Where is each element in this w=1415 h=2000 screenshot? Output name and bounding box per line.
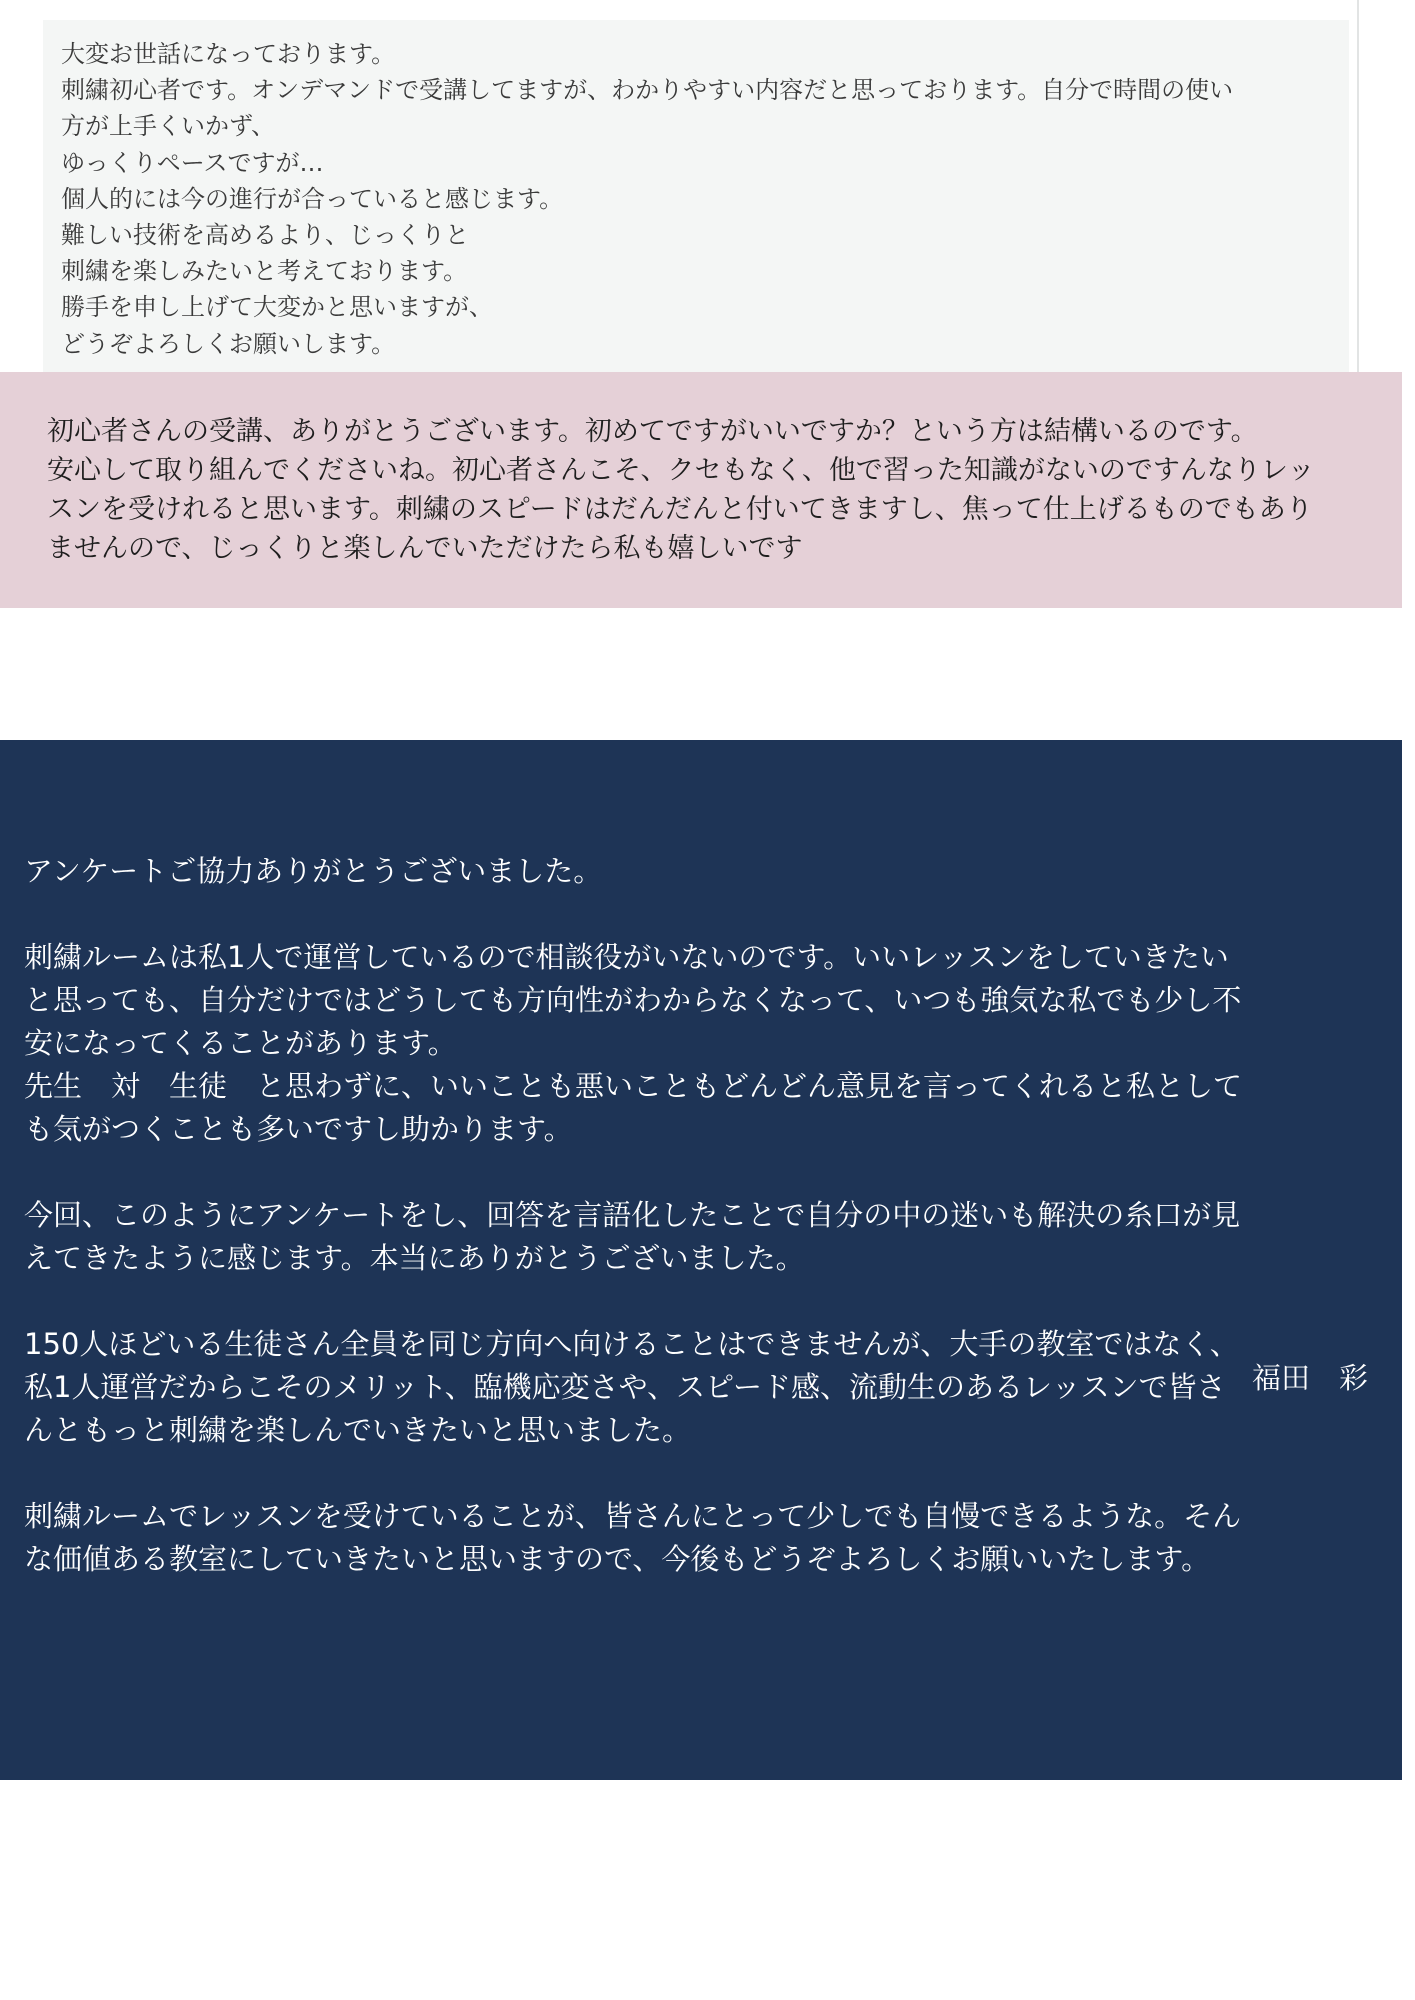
reply-line: スンを受けれると思います。刺繍のスピードはだんだんと付いてきますし、焦って仕上げるものでもあり (47, 494, 1313, 525)
signature: 福田 彩 (1251, 1361, 1368, 1395)
closing-line: 刺繍ルームは私1人で運営しているので相談役がいないのです。いいレッスンをしていきたい (24, 940, 1229, 974)
survey-response-box (43, 20, 1349, 372)
survey-line: 勝手を申し上げて大変かと思いますが、 (61, 293, 493, 322)
closing-line: アンケートご協力ありがとうございました。 (24, 854, 603, 888)
closing-message-box (0, 740, 1402, 1780)
closing-line: な価値ある教室にしていきたいと思いますので、今後もどうぞよろしくお願いいたします。 (24, 1542, 1211, 1576)
reply-line: 安心して取り組んでくださいね。初心者さんこそ、クセもなく、他で習った知識がないのですんなりレッ (47, 455, 1315, 486)
teacher-reply-box (0, 372, 1402, 608)
closing-line: 150人ほどいる生徒さん全員を同じ方向へ向けることはできませんが、大手の教室ではなく、 (24, 1327, 1239, 1361)
survey-line: 大変お世話になっております。 (61, 40, 396, 68)
survey-line: 難しい技術を高めるより、じっくりと (61, 221, 469, 250)
closing-line: 先生 対 生徒 と思わずに、いいことも悪いこともどんどん意見を言ってくれると私として (24, 1069, 1243, 1103)
survey-line: 個人的には今の進行が合っていると感じます。 (61, 184, 564, 213)
scrollbar-track[interactable] (1349, 0, 1359, 372)
survey-line: 刺繍初心者です。オンデマンドで受講してますが、わかりやすい内容だと思っております。自分で時間の使い (61, 76, 1234, 105)
closing-line: えてきたように感じます。本当にありがとうございました。 (24, 1241, 805, 1275)
paragraph-gap (24, 1452, 1402, 1495)
closing-line: 安になってくることがあります。 (24, 1026, 457, 1060)
closing-line: んともっと刺繍を楽しんでいきたいと思いました。 (24, 1413, 692, 1447)
paragraph-gap (24, 893, 1402, 936)
reply-line: ませんので、じっくりと楽しんでいただけたら私も嬉しいです (47, 533, 803, 564)
survey-line: 刺繍を楽しみたいと考えております。 (61, 257, 468, 286)
survey-line: ゆっくりペースですが… (61, 148, 324, 177)
survey-line: 方が上手くいかず、 (61, 112, 276, 141)
survey-line: どうぞよろしくお願いします。 (61, 329, 396, 358)
paragraph-gap (24, 1280, 1402, 1323)
closing-line: も気がつくことも多いですし助かります。 (24, 1112, 573, 1146)
reply-line: 初心者さんの受講、ありがとうございます。初めてですがいいですか？という方は結構いるのです。 (47, 416, 1258, 447)
closing-line: 今回、このようにアンケートをし、回答を言語化したことで自分の中の迷いも解決の糸口が見 (24, 1198, 1241, 1232)
paragraph-gap (24, 1151, 1402, 1194)
closing-line: 刺繍ルームでレッスンを受けていることが、皆さんにとって少しでも自慢できるような。そん (24, 1499, 1242, 1533)
closing-line: 私1人運営だからこそのメリット、臨機応変さや、スピード感、流動生のあるレッスンで皆さ (24, 1370, 1226, 1404)
closing-line: と思っても、自分だけではどうしても方向性がわからなくなって、いつも強気な私でも少し不 (24, 983, 1242, 1017)
